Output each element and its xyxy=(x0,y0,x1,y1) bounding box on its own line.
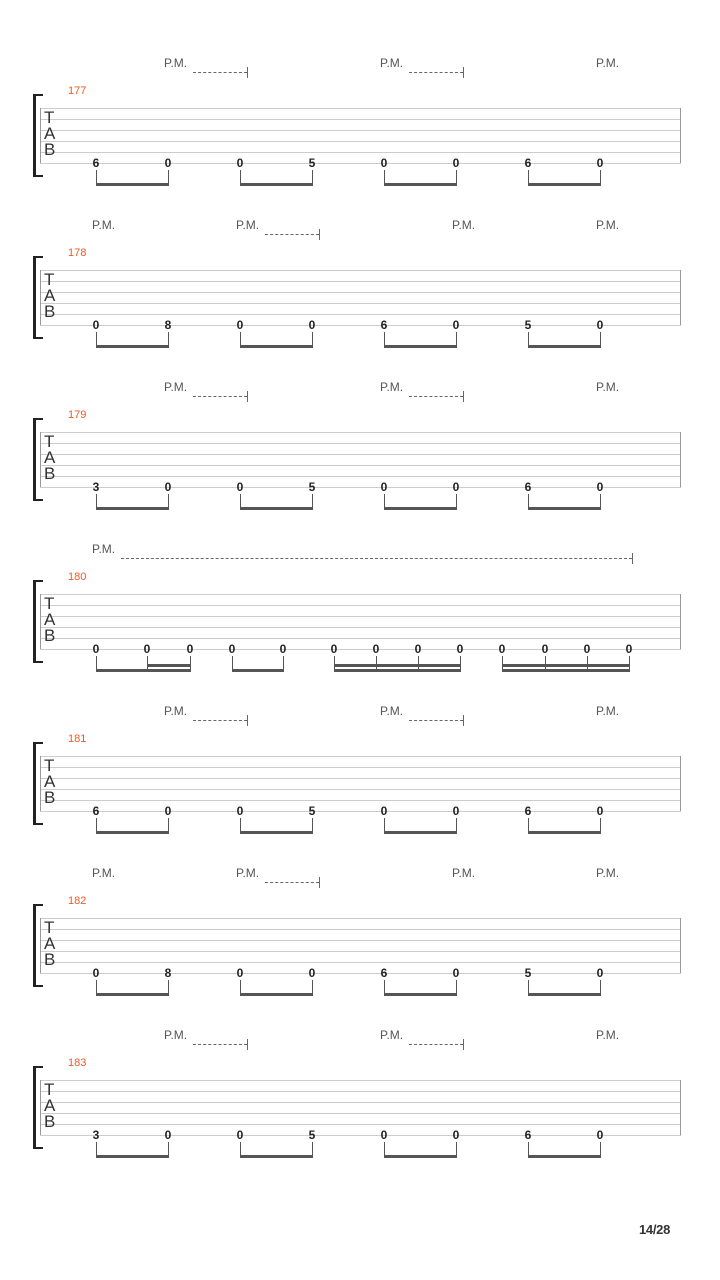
bar-line xyxy=(680,270,681,325)
fret-number: 0 xyxy=(456,642,464,656)
palm-mute-end xyxy=(247,1039,248,1050)
staff-bracket xyxy=(33,905,36,987)
palm-mute-end xyxy=(632,553,633,564)
palm-mute-label: P.M. xyxy=(596,866,620,880)
note-beam xyxy=(240,831,313,834)
fret-number: 6 xyxy=(524,156,532,170)
fret-number: 6 xyxy=(92,156,100,170)
fret-number: 3 xyxy=(92,480,100,494)
staff-line xyxy=(40,1113,681,1114)
fret-number: 0 xyxy=(236,318,244,332)
palm-mute-extension xyxy=(193,72,247,73)
bar-line xyxy=(40,432,41,487)
staff-line xyxy=(40,918,681,919)
tab-clef-letter: A xyxy=(44,448,56,467)
note-beam xyxy=(334,664,461,667)
staff-line xyxy=(40,767,681,768)
tab-system xyxy=(0,541,720,691)
fret-number: 0 xyxy=(596,1128,604,1142)
fret-number: 0 xyxy=(625,642,633,656)
palm-mute-label: P.M. xyxy=(380,704,404,718)
palm-mute-label: P.M. xyxy=(596,380,620,394)
palm-mute-end xyxy=(463,715,464,726)
note-beam xyxy=(384,345,457,348)
bar-line xyxy=(40,594,41,649)
measure-number: 182 xyxy=(68,895,87,907)
bar-line xyxy=(680,594,681,649)
palm-mute-label: P.M. xyxy=(452,866,476,880)
staff-line xyxy=(40,627,681,628)
palm-mute-label: P.M. xyxy=(92,218,116,232)
staff-line xyxy=(40,789,681,790)
palm-mute-extension xyxy=(193,1044,247,1045)
tab-clef-letter: B xyxy=(44,302,56,321)
note-beam xyxy=(232,669,284,672)
fret-number: 6 xyxy=(524,804,532,818)
palm-mute-end xyxy=(319,877,320,888)
tab-clef-letter: A xyxy=(44,124,56,143)
palm-mute-end xyxy=(463,67,464,78)
fret-number: 6 xyxy=(380,966,388,980)
tab-system xyxy=(0,217,720,367)
note-beam xyxy=(240,183,313,186)
note-beam xyxy=(384,1155,457,1158)
bar-line xyxy=(40,270,41,325)
staff-bracket-cap xyxy=(33,580,43,582)
staff-line xyxy=(40,962,681,963)
staff-line xyxy=(40,476,681,477)
fret-number: 5 xyxy=(308,1128,316,1142)
staff-bracket xyxy=(33,419,36,501)
fret-number: 0 xyxy=(452,966,460,980)
bar-line xyxy=(40,108,41,163)
fret-number: 0 xyxy=(236,804,244,818)
fret-number: 0 xyxy=(596,804,604,818)
tab-clef-letter: T xyxy=(44,270,55,289)
note-beam xyxy=(384,183,457,186)
note-beam xyxy=(502,669,630,672)
note-beam xyxy=(528,993,601,996)
fret-number: 0 xyxy=(236,966,244,980)
staff-line xyxy=(40,929,681,930)
palm-mute-label: P.M. xyxy=(596,1028,620,1042)
fret-number: 0 xyxy=(541,642,549,656)
staff-line xyxy=(40,443,681,444)
staff-line xyxy=(40,108,681,109)
tab-system xyxy=(0,379,720,529)
fret-number: 6 xyxy=(524,480,532,494)
tab-system xyxy=(0,703,720,853)
staff-bracket xyxy=(33,743,36,825)
staff-line xyxy=(40,130,681,131)
tab-clef-letter: B xyxy=(44,788,56,807)
fret-number: 0 xyxy=(380,804,388,818)
tab-clef-letter: T xyxy=(44,756,55,775)
fret-number: 5 xyxy=(308,480,316,494)
staff-line xyxy=(40,973,681,974)
palm-mute-extension xyxy=(409,396,463,397)
staff-line xyxy=(40,303,681,304)
tab-clef-letter: T xyxy=(44,432,55,451)
staff-bracket-cap xyxy=(33,985,43,987)
fret-number: 0 xyxy=(164,804,172,818)
fret-number: 0 xyxy=(583,642,591,656)
fret-number: 0 xyxy=(596,318,604,332)
staff-line xyxy=(40,594,681,595)
palm-mute-extension xyxy=(265,882,319,883)
note-beam xyxy=(528,1155,601,1158)
palm-mute-label: P.M. xyxy=(380,1028,404,1042)
staff-line xyxy=(40,1091,681,1092)
staff-line xyxy=(40,605,681,606)
staff-bracket xyxy=(33,257,36,339)
staff-bracket xyxy=(33,95,36,177)
fret-number: 0 xyxy=(414,642,422,656)
tab-clef-letter: A xyxy=(44,286,56,305)
fret-number: 0 xyxy=(236,156,244,170)
tab-clef-letter: A xyxy=(44,1096,56,1115)
fret-number: 5 xyxy=(524,318,532,332)
measure-number: 178 xyxy=(68,247,87,259)
fret-number: 0 xyxy=(452,804,460,818)
palm-mute-extension xyxy=(409,1044,463,1045)
staff-line xyxy=(40,951,681,952)
staff-line xyxy=(40,1080,681,1081)
fret-number: 0 xyxy=(92,318,100,332)
note-beam xyxy=(384,993,457,996)
measure-number: 183 xyxy=(68,1057,87,1069)
tab-system xyxy=(0,1027,720,1177)
note-beam xyxy=(502,664,630,667)
note-beam xyxy=(96,993,169,996)
staff-line xyxy=(40,325,681,326)
fret-number: 5 xyxy=(524,966,532,980)
note-beam xyxy=(528,507,601,510)
measure-number: 180 xyxy=(68,571,87,583)
note-beam xyxy=(240,1155,313,1158)
fret-number: 6 xyxy=(92,804,100,818)
staff-line xyxy=(40,270,681,271)
note-beam xyxy=(96,183,169,186)
palm-mute-label: P.M. xyxy=(164,56,188,70)
note-beam xyxy=(528,345,601,348)
fret-number: 0 xyxy=(164,156,172,170)
staff-bracket-cap xyxy=(33,1066,43,1068)
palm-mute-end xyxy=(319,229,320,240)
bar-line xyxy=(40,918,41,973)
fret-number: 0 xyxy=(308,318,316,332)
palm-mute-label: P.M. xyxy=(92,866,116,880)
palm-mute-label: P.M. xyxy=(92,542,116,556)
fret-number: 0 xyxy=(236,480,244,494)
note-beam xyxy=(96,345,169,348)
staff-line xyxy=(40,756,681,757)
staff-line xyxy=(40,152,681,153)
note-beam xyxy=(528,183,601,186)
staff-line xyxy=(40,119,681,120)
fret-number: 0 xyxy=(164,1128,172,1142)
bar-line xyxy=(40,1080,41,1135)
palm-mute-end xyxy=(247,67,248,78)
note-beam xyxy=(96,831,169,834)
fret-number: 0 xyxy=(596,480,604,494)
staff-line xyxy=(40,638,681,639)
note-beam xyxy=(240,345,313,348)
palm-mute-end xyxy=(463,1039,464,1050)
note-beam xyxy=(240,507,313,510)
palm-mute-label: P.M. xyxy=(596,56,620,70)
tab-clef-letter: T xyxy=(44,1080,55,1099)
staff-line xyxy=(40,163,681,164)
fret-number: 5 xyxy=(308,804,316,818)
staff-bracket-cap xyxy=(33,499,43,501)
tab-clef-letter: T xyxy=(44,918,55,937)
staff-bracket xyxy=(33,581,36,663)
palm-mute-end xyxy=(247,715,248,726)
staff-bracket-cap xyxy=(33,175,43,177)
staff-bracket-cap xyxy=(33,823,43,825)
note-beam xyxy=(240,993,313,996)
palm-mute-extension xyxy=(193,720,247,721)
staff-bracket xyxy=(33,1067,36,1149)
fret-number: 0 xyxy=(372,642,380,656)
fret-number: 0 xyxy=(380,156,388,170)
staff-bracket-cap xyxy=(33,904,43,906)
staff-line xyxy=(40,616,681,617)
fret-number: 0 xyxy=(452,156,460,170)
fret-number: 6 xyxy=(524,1128,532,1142)
fret-number: 3 xyxy=(92,1128,100,1142)
fret-number: 8 xyxy=(164,318,172,332)
fret-number: 0 xyxy=(380,480,388,494)
palm-mute-label: P.M. xyxy=(380,56,404,70)
palm-mute-end xyxy=(247,391,248,402)
tab-clef-letter: A xyxy=(44,610,56,629)
tab-clef-letter: B xyxy=(44,140,56,159)
staff-line xyxy=(40,141,681,142)
fret-number: 0 xyxy=(279,642,287,656)
palm-mute-extension xyxy=(409,720,463,721)
palm-mute-label: P.M. xyxy=(164,704,188,718)
note-beam xyxy=(334,669,461,672)
staff-line xyxy=(40,281,681,282)
fret-number: 0 xyxy=(452,1128,460,1142)
fret-number: 0 xyxy=(498,642,506,656)
tab-clef-letter: A xyxy=(44,772,56,791)
bar-line xyxy=(680,1080,681,1135)
staff-line xyxy=(40,940,681,941)
bar-line xyxy=(40,756,41,811)
tab-clef-letter: B xyxy=(44,950,56,969)
palm-mute-label: P.M. xyxy=(596,218,620,232)
fret-number: 0 xyxy=(92,642,100,656)
staff-line xyxy=(40,811,681,812)
fret-number: 0 xyxy=(596,966,604,980)
palm-mute-label: P.M. xyxy=(596,704,620,718)
staff-bracket-cap xyxy=(33,418,43,420)
note-beam xyxy=(96,1155,169,1158)
note-beam xyxy=(528,831,601,834)
staff-bracket-cap xyxy=(33,94,43,96)
bar-line xyxy=(680,432,681,487)
tab-clef-letter: B xyxy=(44,464,56,483)
tab-system xyxy=(0,865,720,1015)
fret-number: 0 xyxy=(380,1128,388,1142)
fret-number: 0 xyxy=(143,642,151,656)
palm-mute-label: P.M. xyxy=(236,218,260,232)
tab-system xyxy=(0,55,720,205)
tab-clef-letter: T xyxy=(44,108,55,127)
measure-number: 181 xyxy=(68,733,87,745)
palm-mute-extension xyxy=(409,72,463,73)
fret-number: 0 xyxy=(308,966,316,980)
palm-mute-extension xyxy=(121,558,632,559)
staff-line xyxy=(40,800,681,801)
staff-line xyxy=(40,1135,681,1136)
fret-number: 5 xyxy=(308,156,316,170)
page-number: 14/28 xyxy=(639,1222,671,1237)
staff-line xyxy=(40,1124,681,1125)
tab-clef-letter: T xyxy=(44,594,55,613)
fret-number: 0 xyxy=(92,966,100,980)
bar-line xyxy=(680,756,681,811)
palm-mute-end xyxy=(463,391,464,402)
tab-clef-letter: B xyxy=(44,626,56,645)
staff-line xyxy=(40,314,681,315)
bar-line xyxy=(680,108,681,163)
staff-bracket-cap xyxy=(33,742,43,744)
staff-bracket-cap xyxy=(33,1147,43,1149)
note-beam xyxy=(384,507,457,510)
fret-number: 0 xyxy=(228,642,236,656)
palm-mute-label: P.M. xyxy=(452,218,476,232)
note-beam xyxy=(384,831,457,834)
staff-line xyxy=(40,487,681,488)
staff-line xyxy=(40,432,681,433)
staff-bracket-cap xyxy=(33,256,43,258)
fret-number: 6 xyxy=(380,318,388,332)
fret-number: 0 xyxy=(164,480,172,494)
note-beam xyxy=(96,669,191,672)
staff-line xyxy=(40,778,681,779)
measure-number: 179 xyxy=(68,409,87,421)
fret-number: 8 xyxy=(164,966,172,980)
palm-mute-label: P.M. xyxy=(164,380,188,394)
staff-line xyxy=(40,1102,681,1103)
palm-mute-extension xyxy=(193,396,247,397)
staff-bracket-cap xyxy=(33,337,43,339)
palm-mute-extension xyxy=(265,234,319,235)
bar-line xyxy=(680,918,681,973)
fret-number: 0 xyxy=(596,156,604,170)
staff-bracket-cap xyxy=(33,661,43,663)
fret-number: 0 xyxy=(330,642,338,656)
measure-number: 177 xyxy=(68,85,87,97)
fret-number: 0 xyxy=(186,642,194,656)
fret-number: 0 xyxy=(452,480,460,494)
note-beam xyxy=(147,664,191,667)
fret-number: 0 xyxy=(236,1128,244,1142)
palm-mute-label: P.M. xyxy=(164,1028,188,1042)
palm-mute-label: P.M. xyxy=(236,866,260,880)
tab-clef-letter: A xyxy=(44,934,56,953)
note-beam xyxy=(96,507,169,510)
staff-line xyxy=(40,465,681,466)
tab-clef-letter: B xyxy=(44,1112,56,1131)
fret-number: 0 xyxy=(452,318,460,332)
staff-line xyxy=(40,454,681,455)
staff-line xyxy=(40,292,681,293)
palm-mute-label: P.M. xyxy=(380,380,404,394)
